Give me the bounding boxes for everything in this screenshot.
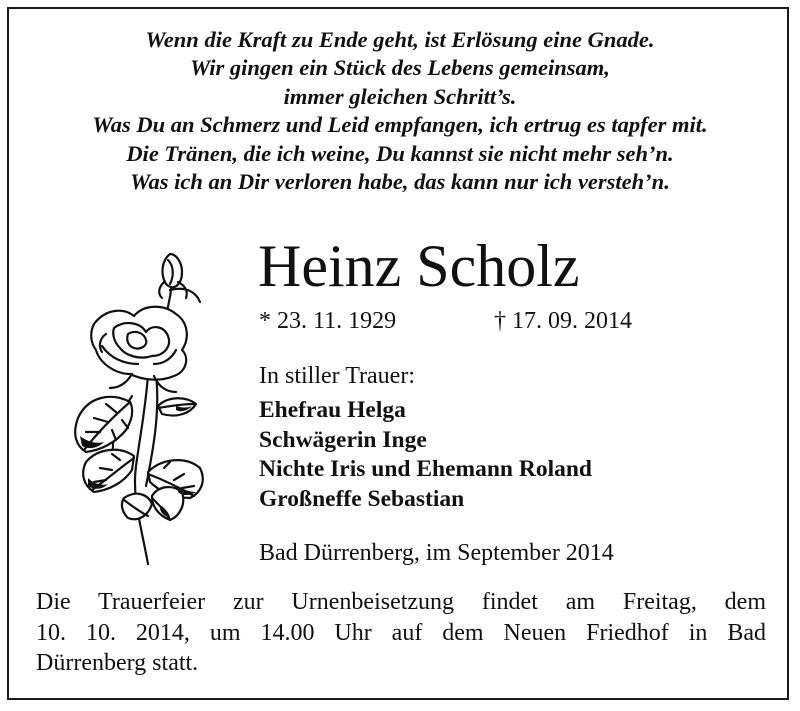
funeral-notice-line: 10. 10. 2014, um 14.00 Uhr auf dem Neuen Friedhof in Bad [36, 620, 766, 646]
mourner: Großneffe Sebastian [259, 485, 465, 512]
funeral-notice-line: Dürrenberg statt. [36, 650, 199, 676]
death-date: † 17. 09. 2014 [494, 308, 632, 334]
deceased-name: Heinz Scholz [258, 233, 580, 299]
poem [10, 26, 790, 196]
poem-line: Was ich an Dir verloren habe, das kann nur ich versteh’n. [130, 169, 670, 195]
place-date: Bad Dürrenberg, im September 2014 [259, 540, 614, 566]
poem-line: Die Tränen, die ich weine, Du kannst sie nicht mehr seh’n. [126, 140, 674, 166]
poem-line: immer gleichen Schritt’s. [283, 83, 517, 109]
mourner: Ehefrau Helga [259, 397, 406, 423]
mourner: Nichte Iris und Ehemann Roland [259, 456, 592, 482]
mourning-intro: In stiller Trauer: [259, 363, 415, 389]
birth-date: * 23. 11. 1929 [259, 308, 397, 334]
poem-line: Was Du an Schmerz und Leid empfangen, ich ertrug es tapfer mit. [92, 112, 708, 138]
funeral-notice-line: Die Trauerfeier zur Urnenbeisetzung findet am Freitag, dem [36, 589, 766, 615]
mourners-list [259, 396, 592, 514]
poem-line: Wenn die Kraft zu Ende geht, ist Erlösung eine Gnade. [145, 27, 655, 52]
rose-icon [36, 246, 231, 566]
mourner: Schwägerin Inge [259, 426, 427, 453]
poem-line: Wir gingen ein Stück des Lebens gemeinsam, [190, 55, 610, 81]
